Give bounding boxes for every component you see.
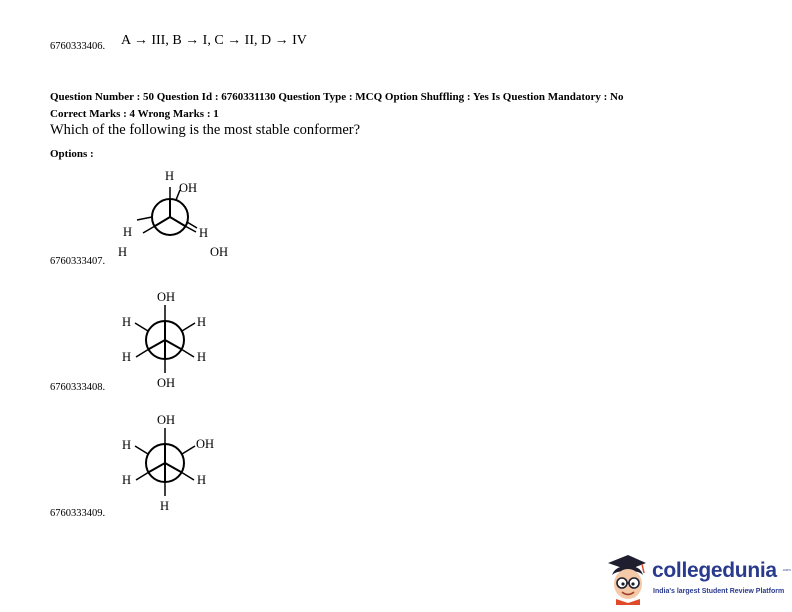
option-3-label-lower-left: H xyxy=(122,473,132,487)
option-1-id: 6760333407. xyxy=(50,256,106,267)
logo-domain-suffix: .com xyxy=(782,567,791,572)
option-3-bond-upper-left xyxy=(135,446,148,454)
option-1-label-bottom-right: OH xyxy=(210,245,229,259)
option-2-label-upper-left: H xyxy=(122,315,132,329)
option-1-rear-bond-left xyxy=(137,217,152,220)
option-3-label-upper-right: OH xyxy=(196,437,215,451)
options-label: Options : xyxy=(50,148,94,160)
option-2-front-bond-left xyxy=(149,340,165,349)
logo-tagline: India's largest Student Review Platform xyxy=(653,588,785,595)
option-1-label-bottom-left: H xyxy=(118,245,128,259)
logo-wordmark: collegedunia xyxy=(652,559,777,582)
option-2-bond-upper-left xyxy=(135,323,148,331)
option-1-front-bond-right xyxy=(170,217,185,226)
option-1-label-top-right: OH xyxy=(179,181,198,195)
question-meta-line-2: Correct Marks : 4 Wrong Marks : 1 xyxy=(50,108,219,120)
option-2-label-top: OH xyxy=(157,290,176,304)
option-3-bond-lower-left xyxy=(136,472,149,480)
option-1-label-left: H xyxy=(123,225,133,239)
option-2-front-bond-right xyxy=(165,340,181,349)
option-3-bond-lower-right xyxy=(181,472,194,480)
option-1-front-bond-left xyxy=(155,217,170,226)
option-2-bond-lower-right xyxy=(181,349,194,357)
option-2-id: 6760333408. xyxy=(50,382,106,393)
previous-option-id: 6760333406. xyxy=(50,41,106,52)
option-3-label-upper-left: H xyxy=(122,438,132,452)
question-text: Which of the following is the most stable conformer? xyxy=(50,122,361,138)
collegedunia-logo[interactable] xyxy=(600,553,790,605)
option-3-label-lower-right: H xyxy=(197,473,207,487)
previous-option-answer: A → III, B → I, C → II, D → IV xyxy=(121,33,307,48)
option-3-id: 6760333409. xyxy=(50,508,106,519)
option-3-newman-projection xyxy=(105,408,245,516)
option-3-label-top: OH xyxy=(157,413,176,427)
option-1-label-right: H xyxy=(199,226,209,240)
option-1-newman-projection xyxy=(105,160,245,272)
option-2-label-lower-right: H xyxy=(197,350,207,364)
option-2-label-upper-right: H xyxy=(197,315,207,329)
option-2-label-lower-left: H xyxy=(122,350,132,364)
option-3-front-bond-right xyxy=(165,463,181,472)
option-3-bond-upper-right xyxy=(182,446,195,454)
question-meta-line-1: Question Number : 50 Question Id : 6760331130 Question Type : MCQ Option Shuffling : Yes Is Question Mandatory : No xyxy=(50,91,624,103)
option-3-front-bond-left xyxy=(149,463,165,472)
option-2-label-bottom: OH xyxy=(157,376,176,390)
option-1-bond-left xyxy=(143,226,155,233)
option-1-label-top: H xyxy=(165,169,175,183)
option-3-label-bottom: H xyxy=(160,499,170,513)
option-2-newman-projection xyxy=(105,285,245,395)
mascot-icon xyxy=(602,553,650,605)
option-2-bond-upper-right xyxy=(182,323,195,331)
option-2-bond-lower-left xyxy=(136,349,149,357)
